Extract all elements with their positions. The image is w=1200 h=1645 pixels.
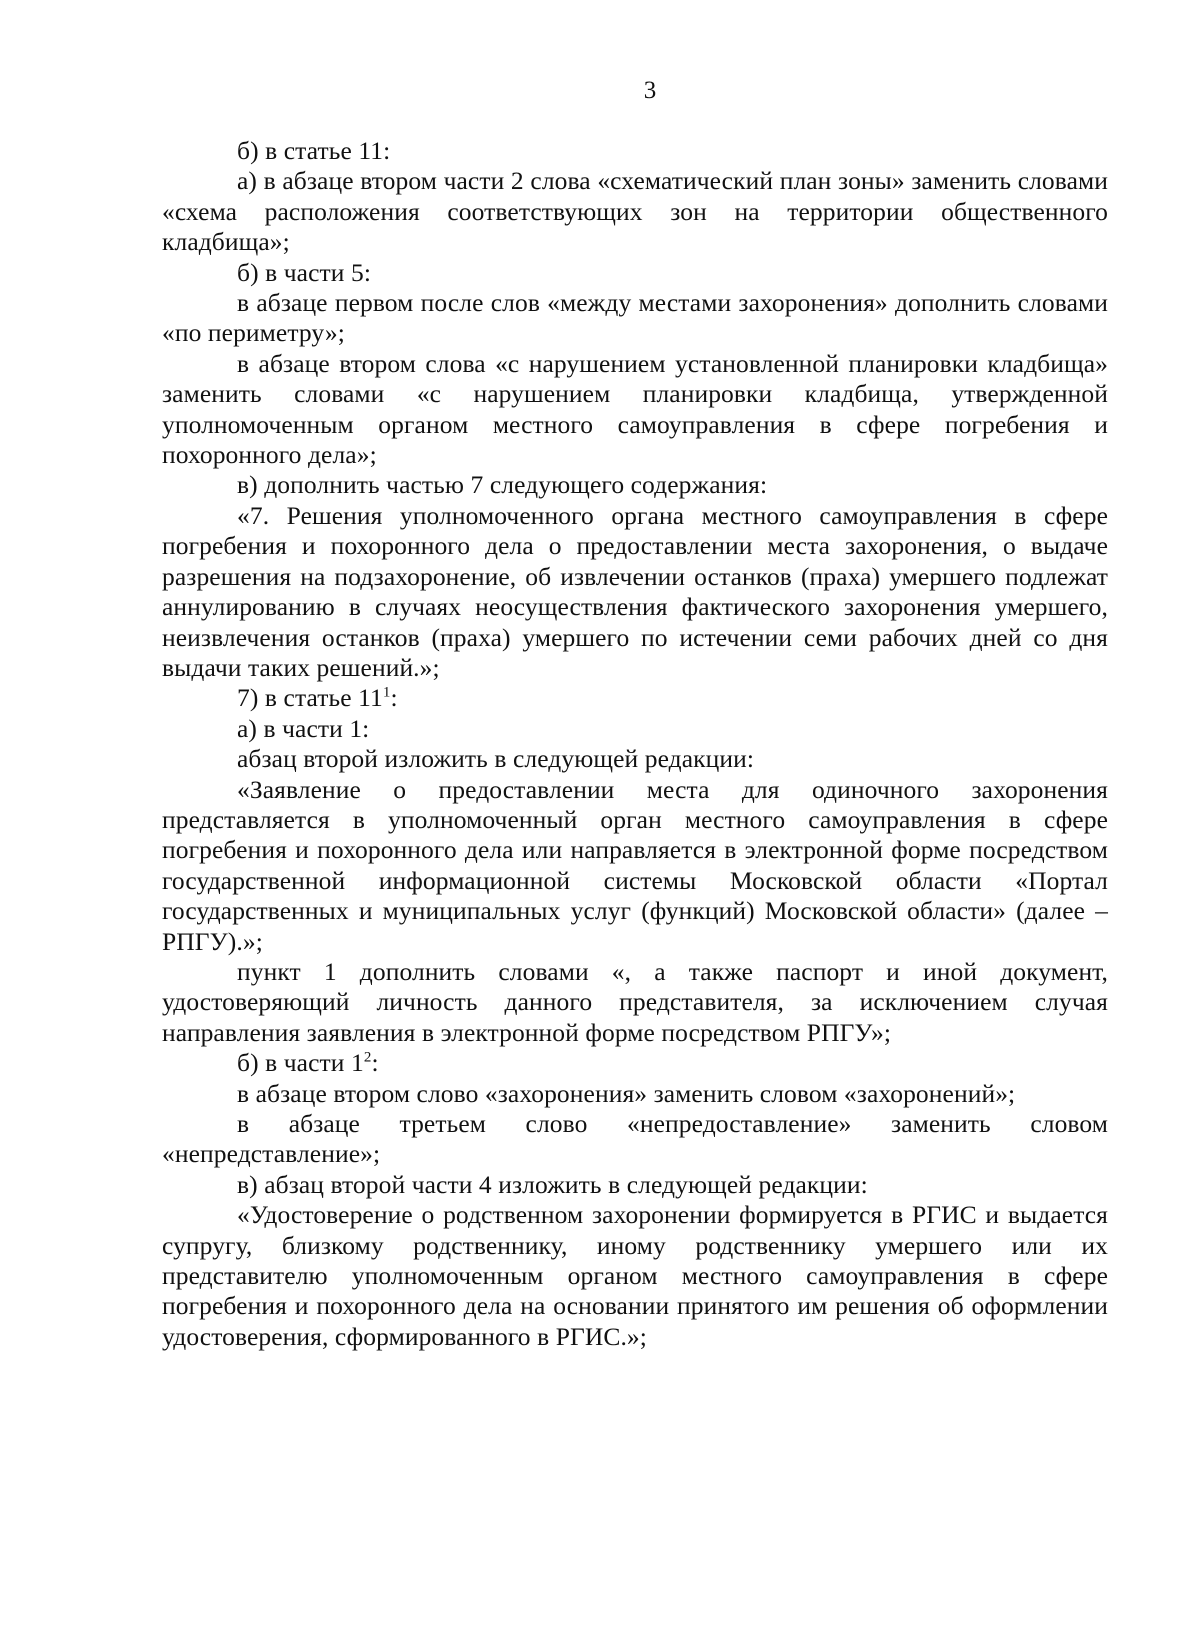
paragraph: пункт 1 дополнить словами «, а также паспорт и иной документ, удостоверяющий личность данного представителя, за исключением случая направления заявления в электронной форме посредством РПГУ»; xyxy=(162,956,1108,1047)
heading-suffix: : xyxy=(371,1048,379,1078)
paragraph: б) в статье 11: xyxy=(237,136,391,165)
page-number: 3 xyxy=(643,77,657,104)
paragraph: а) в абзаце втором части 2 слова «схематический план зоны» заменить словами «схема расположения соответствующих зон на территории общественного кладбища»; xyxy=(162,166,1108,257)
paragraph: в) абзац второй части 4 изложить в следующей редакции: xyxy=(237,1169,868,1199)
paragraph: «Удостоверение о родственном захоронении формируется в РГИС и выдается супругу, близкому родственнику, иному родственнику умершего или их представителю уполномоченным органом местного самоуправления в сфере погребения и похоронного дела на основании принятого им решения об оформлении удостоверения, сформированного в РГИС.»; xyxy=(162,1200,1108,1351)
heading-text: 7) в статье 11 xyxy=(237,683,383,713)
paragraph: в абзаце втором слова «с нарушением установленной планировки кладбища» заменить словами «с нарушением планировки кладбища, утвержденной уполномоченным органом местного самоуправления в сфере погребения и похоронного дела»; xyxy=(162,348,1108,470)
paragraph-part-heading xyxy=(162,1048,1108,1078)
superscript: 1 xyxy=(382,684,391,701)
paragraph: в абзаце первом после слов «между местами захоронения» дополнить словами «по периметру»; xyxy=(162,288,1108,348)
document-body xyxy=(162,136,1108,1352)
paragraph: «7. Решения уполномоченного органа местного самоуправления в сфере погребения и похоронного дела о предоставлении места захоронения, о выдаче разрешения на подзахоронение, об извлечении останков (праха) умершего подлежат аннулированию в случаях неосуществления фактического захоронения умершего, неизвлечения останков (праха) умершего по истечении семи рабочих дней со дня выдачи таких решений.»; xyxy=(162,500,1108,682)
paragraph: в абзаце втором слово «захоронения» заменить словом «захоронений»; xyxy=(237,1078,1016,1108)
paragraph: абзац второй изложить в следующей редакции: xyxy=(237,744,755,774)
paragraph: б) в части 5: xyxy=(237,257,372,287)
heading-suffix: : xyxy=(390,683,398,713)
paragraph: в абзаце третьем слово «непредоставление» заменить словом «непредставление»; xyxy=(162,1109,1108,1169)
paragraph: «Заявление о предоставлении места для одиночного захоронения представляется в уполномоченный орган местного самоуправления в сфере погребения и похоронного дела или направляется в электронной форме посредством государственной информационной системы Московской области «Портал государственных и муниципальных услуг (функций) Московской области» (далее – РПГУ).»; xyxy=(162,774,1108,956)
paragraph: в) дополнить частью 7 следующего содержания: xyxy=(237,470,768,500)
heading-text: б) в части 1 xyxy=(237,1048,364,1078)
paragraph-article-heading xyxy=(162,683,1108,713)
superscript: 2 xyxy=(363,1049,372,1066)
paragraph: а) в части 1: xyxy=(237,713,370,743)
